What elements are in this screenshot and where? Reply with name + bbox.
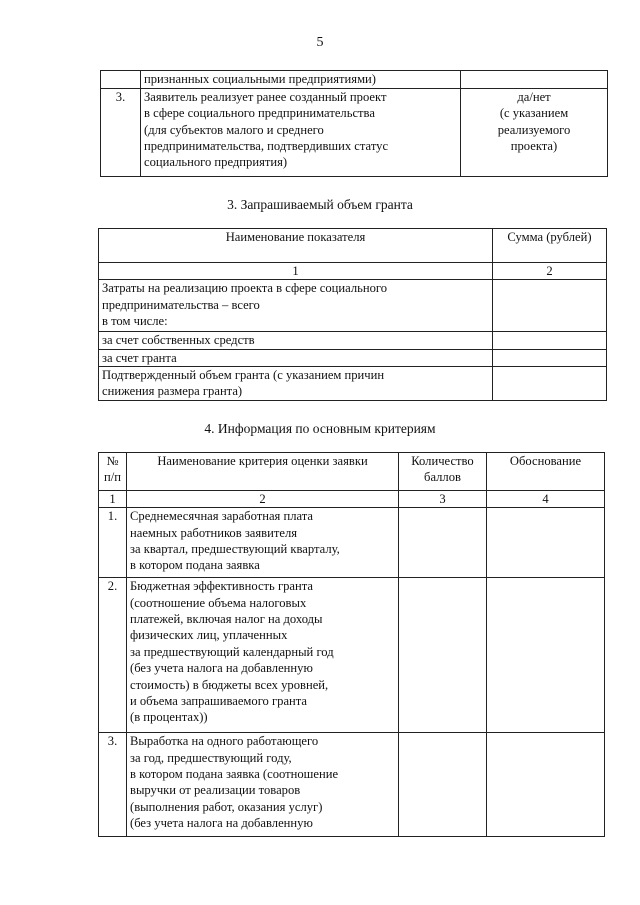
header-criterion-name: Наименование критерия оценки заявки	[127, 453, 399, 491]
criterion-value	[461, 71, 608, 89]
criterion-points	[399, 578, 487, 733]
table-row	[99, 367, 607, 401]
criterion-justification	[487, 578, 605, 733]
criteria-continuation-table	[100, 70, 608, 177]
criteria-table	[98, 452, 605, 837]
row-number	[101, 71, 141, 89]
header-points: Количество баллов	[399, 453, 487, 491]
page-number: 5	[316, 35, 324, 50]
table-row	[99, 733, 605, 837]
table-row	[101, 89, 608, 177]
criterion-text: признанных социальными предприятиями)	[141, 71, 461, 89]
indicator-label: за счет гранта	[99, 349, 493, 366]
criterion-name: Среднемесячная заработная плата наемных работников заявителя за квартал, предшествующий кварталу, в котором подана заявка	[127, 508, 399, 578]
indicator-value	[493, 349, 607, 366]
indicator-label: Затраты на реализацию проекта в сфере социального предпринимательства – всего в том числе:	[99, 280, 493, 332]
row-number: 2.	[99, 578, 127, 733]
indicator-label: за счет собственных средств	[99, 332, 493, 349]
section-4-title: 4. Информация по основным критериям	[204, 421, 436, 436]
header-justification: Обоснование	[487, 453, 605, 491]
column-number: 2	[493, 263, 607, 280]
criterion-justification	[487, 733, 605, 837]
indicator-value	[493, 332, 607, 349]
criterion-name: Выработка на одного работающего за год, предшествующий году, в котором подана заявка (соотношение выручки от реализации товаров (выполнения работ, оказания услуг) (без учета налога на добавленную	[127, 733, 399, 837]
table-row	[99, 280, 607, 332]
column-number: 4	[487, 491, 605, 508]
table-row	[101, 71, 608, 89]
header-number: № п/п	[99, 453, 127, 491]
criterion-justification	[487, 508, 605, 578]
criterion-points	[399, 733, 487, 837]
table-row	[99, 508, 605, 578]
criterion-text: Заявитель реализует ранее созданный проект в сфере социального предпринимательства (для субъектов малого и среднего предпринимательства, подтвердивших статус социального предприятия)	[141, 89, 461, 177]
column-number: 1	[99, 491, 127, 508]
table-number-row	[99, 263, 607, 280]
column-number: 1	[99, 263, 493, 280]
table-row	[99, 349, 607, 366]
table-header-row	[99, 453, 605, 491]
indicator-label: Подтвержденный объем гранта (с указанием причин снижения размера гранта)	[99, 367, 493, 401]
table-row	[99, 578, 605, 733]
table-number-row	[99, 491, 605, 508]
row-number: 3.	[101, 89, 141, 177]
indicator-value	[493, 280, 607, 332]
row-number: 3.	[99, 733, 127, 837]
grant-amount-table	[98, 228, 607, 401]
row-number: 1.	[99, 508, 127, 578]
criterion-value: да/нет (с указанием реализуемого проекта)	[461, 89, 608, 177]
section-3-title: 3. Запрашиваемый объем гранта	[227, 197, 413, 212]
table-row	[99, 332, 607, 349]
indicator-value	[493, 367, 607, 401]
criterion-points	[399, 508, 487, 578]
column-number: 2	[127, 491, 399, 508]
criterion-name: Бюджетная эффективность гранта (соотношение объема налоговых платежей, включая налог на доходы физических лиц, уплаченных за предшествующий календарный год (без учета налога на добавленную стоимость) в бюджеты всех уровней, и объема запрашиваемого гранта (в процентах))	[127, 578, 399, 733]
header-indicator-name: Наименование показателя	[99, 229, 493, 263]
table-header-row	[99, 229, 607, 263]
column-number: 3	[399, 491, 487, 508]
header-amount: Сумма (рублей)	[493, 229, 607, 263]
